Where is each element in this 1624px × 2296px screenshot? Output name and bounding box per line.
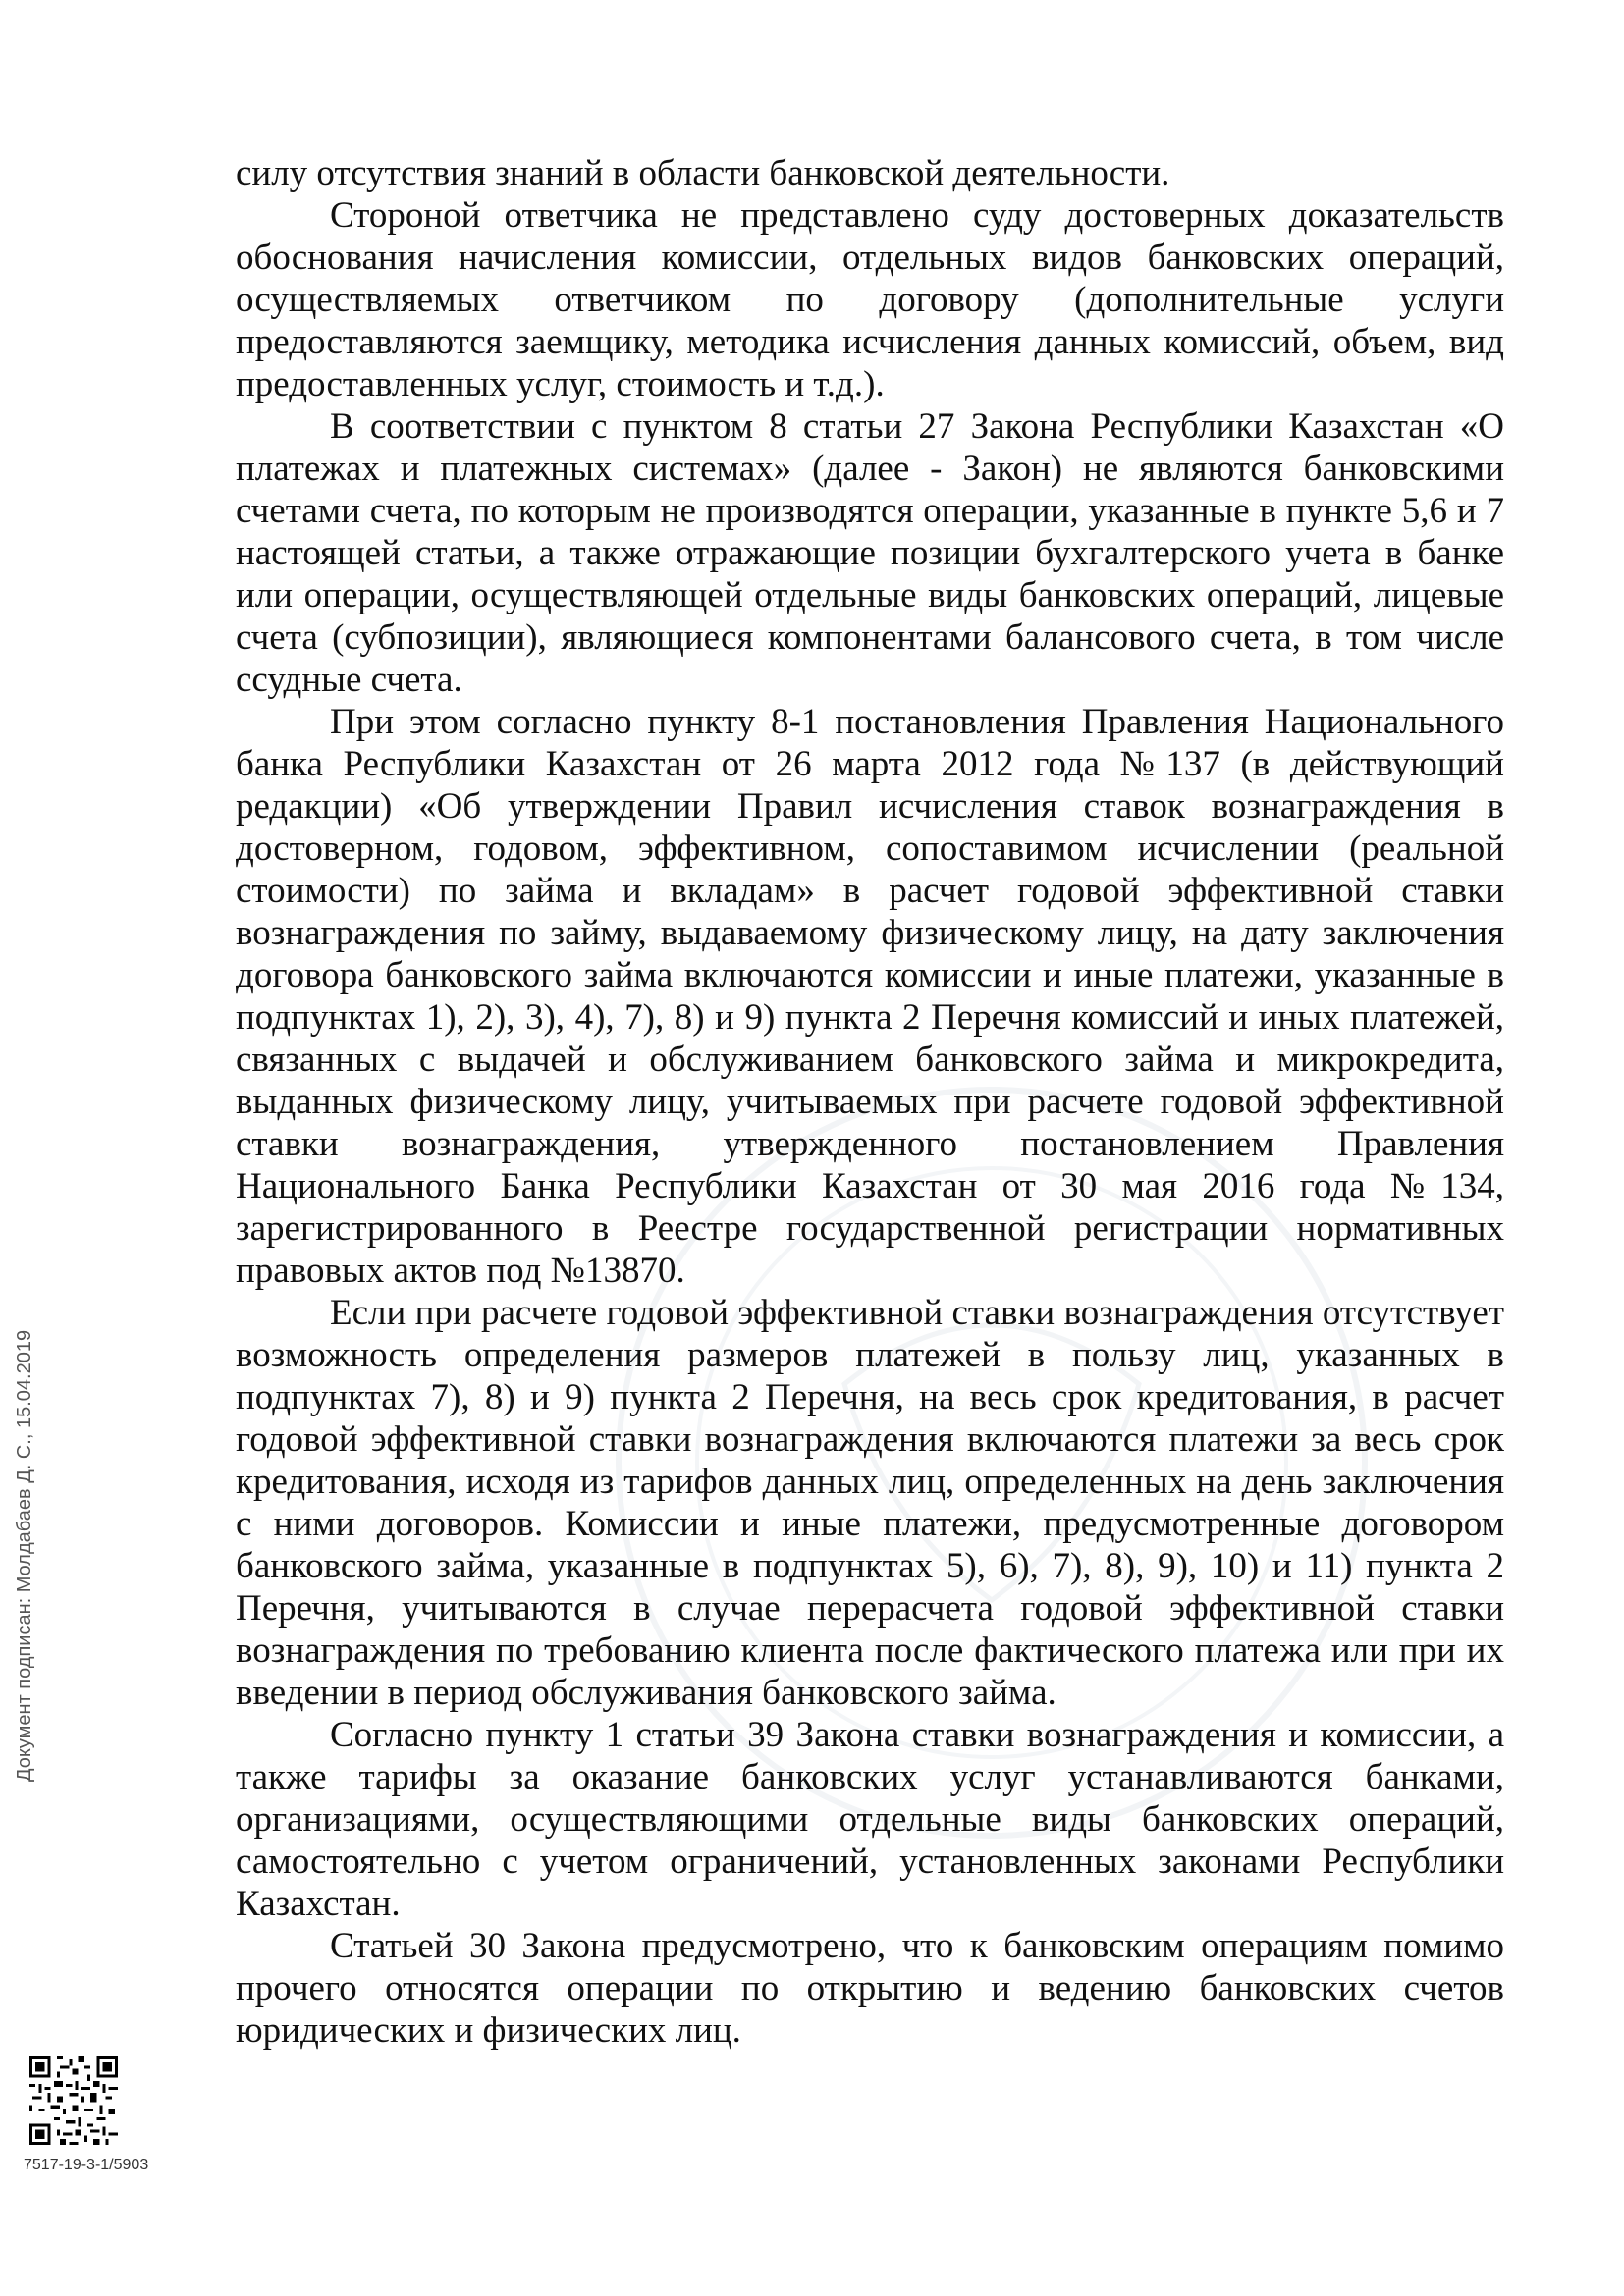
paragraph: силу отсутствия знаний в области банковской деятельности. bbox=[236, 153, 1170, 193]
paragraph: В соответствии с пунктом 8 статьи 27 Закона Республики Казахстан «О платежах и платежных системах» (далее - Закон) не являются банковскими счетами счета, по которым не производятся операции, указанные в пункте 5,6 и 7 настоящей статьи, а также отражающие позиции бухгалтерского учета в банке или операции, осуществляющей отдельные виды банковских операций, лицевые счета (субпозиции), являющиеся компонентами балансового счета, в том числе ссудные счета. bbox=[236, 406, 1504, 700]
paragraph: Согласно пункту 1 статьи 39 Закона ставки вознаграждения и комиссии, а также тарифы за оказание банковских услуг устанавливаются банками, организациями, осуществляющими отдельные виды банковских операций, самостоятельно с учетом ограничений, установленных законами Республики Казахстан. bbox=[236, 1715, 1504, 1924]
paragraph: Статьей 30 Закона предусмотрено, что к банковским операциям помимо прочего относятся операции по открытию и ведению банковских счетов юридических и физических лиц. bbox=[236, 1926, 1504, 2051]
document-body bbox=[236, 152, 1504, 2052]
paragraph: Стороной ответчика не представлено суду достоверных доказательств обоснования начисления комиссии, отдельных видов банковских операций, осуществляемых ответчиком по договору (дополнительные услуги предоставляются заемщику, методика исчисления данных комиссий, объем, вид предоставленных услуг, стоимость и т.д.). bbox=[236, 195, 1504, 404]
paragraph: При этом согласно пункту 8-1 постановления Правления Национального банка Республики Казахстан от 26 марта 2012 года №137 (в действующий редакции) «Об утверждении Правил исчисления ставок вознаграждения в достоверном, годовом, эффективном, сопоставимом исчислении (реальной стоимости) по займа и вкладам» в расчет годовой эффективной ставки вознаграждения по займу, выдаваемому физическому лицу, на дату заключения договора банковского займа включаются комиссии и иные платежи, указанные в подпунктах 1), 2), 3), 4), 7), 8) и 9) пункта 2 Перечня комиссий и иных платежей, связанных с выдачей и обслуживанием банковского займа и микрокредита, выданных физическому лицу, учитываемых при расчете годовой эффективной ставки вознаграждения, утвержденного постановлением Правления Национального Банка Республики Казахстан от 30 мая 2016 года №134, зарегистрированного в Реестре государственной регистрации нормативных правовых актов под №13870. bbox=[236, 702, 1504, 1291]
qr-code-icon bbox=[29, 2056, 118, 2145]
document-number: 7517-19-3-1/5903 bbox=[24, 2157, 149, 2173]
paragraph: Если при расчете годовой эффективной ставки вознаграждения отсутствует возможность определения размеров платежей в пользу лиц, указанных в подпунктах 7), 8) и 9) пункта 2 Перечня, на весь срок кредитования, в расчет годовой эффективной ставки вознаграждения включаются платежи за весь срок кредитования, исходя из тарифов данных лиц, определенных на день заключения с ними договоров. Комиссии и иные платежи, предусмотренные договором банковского займа, указанные в подпунктах 5), 6), 7), 8), 9), 10) и 11) пункта 2 Перечня, учитываются в случае перерасчета годовой эффективной ставки вознаграждения по требованию клиента после фактического платежа или при их введении в период обслуживания банковского займа. bbox=[236, 1293, 1504, 1713]
signature-note: Документ подписан: Молдабаев Д. С., 15.04.2019 bbox=[14, 1329, 35, 1782]
